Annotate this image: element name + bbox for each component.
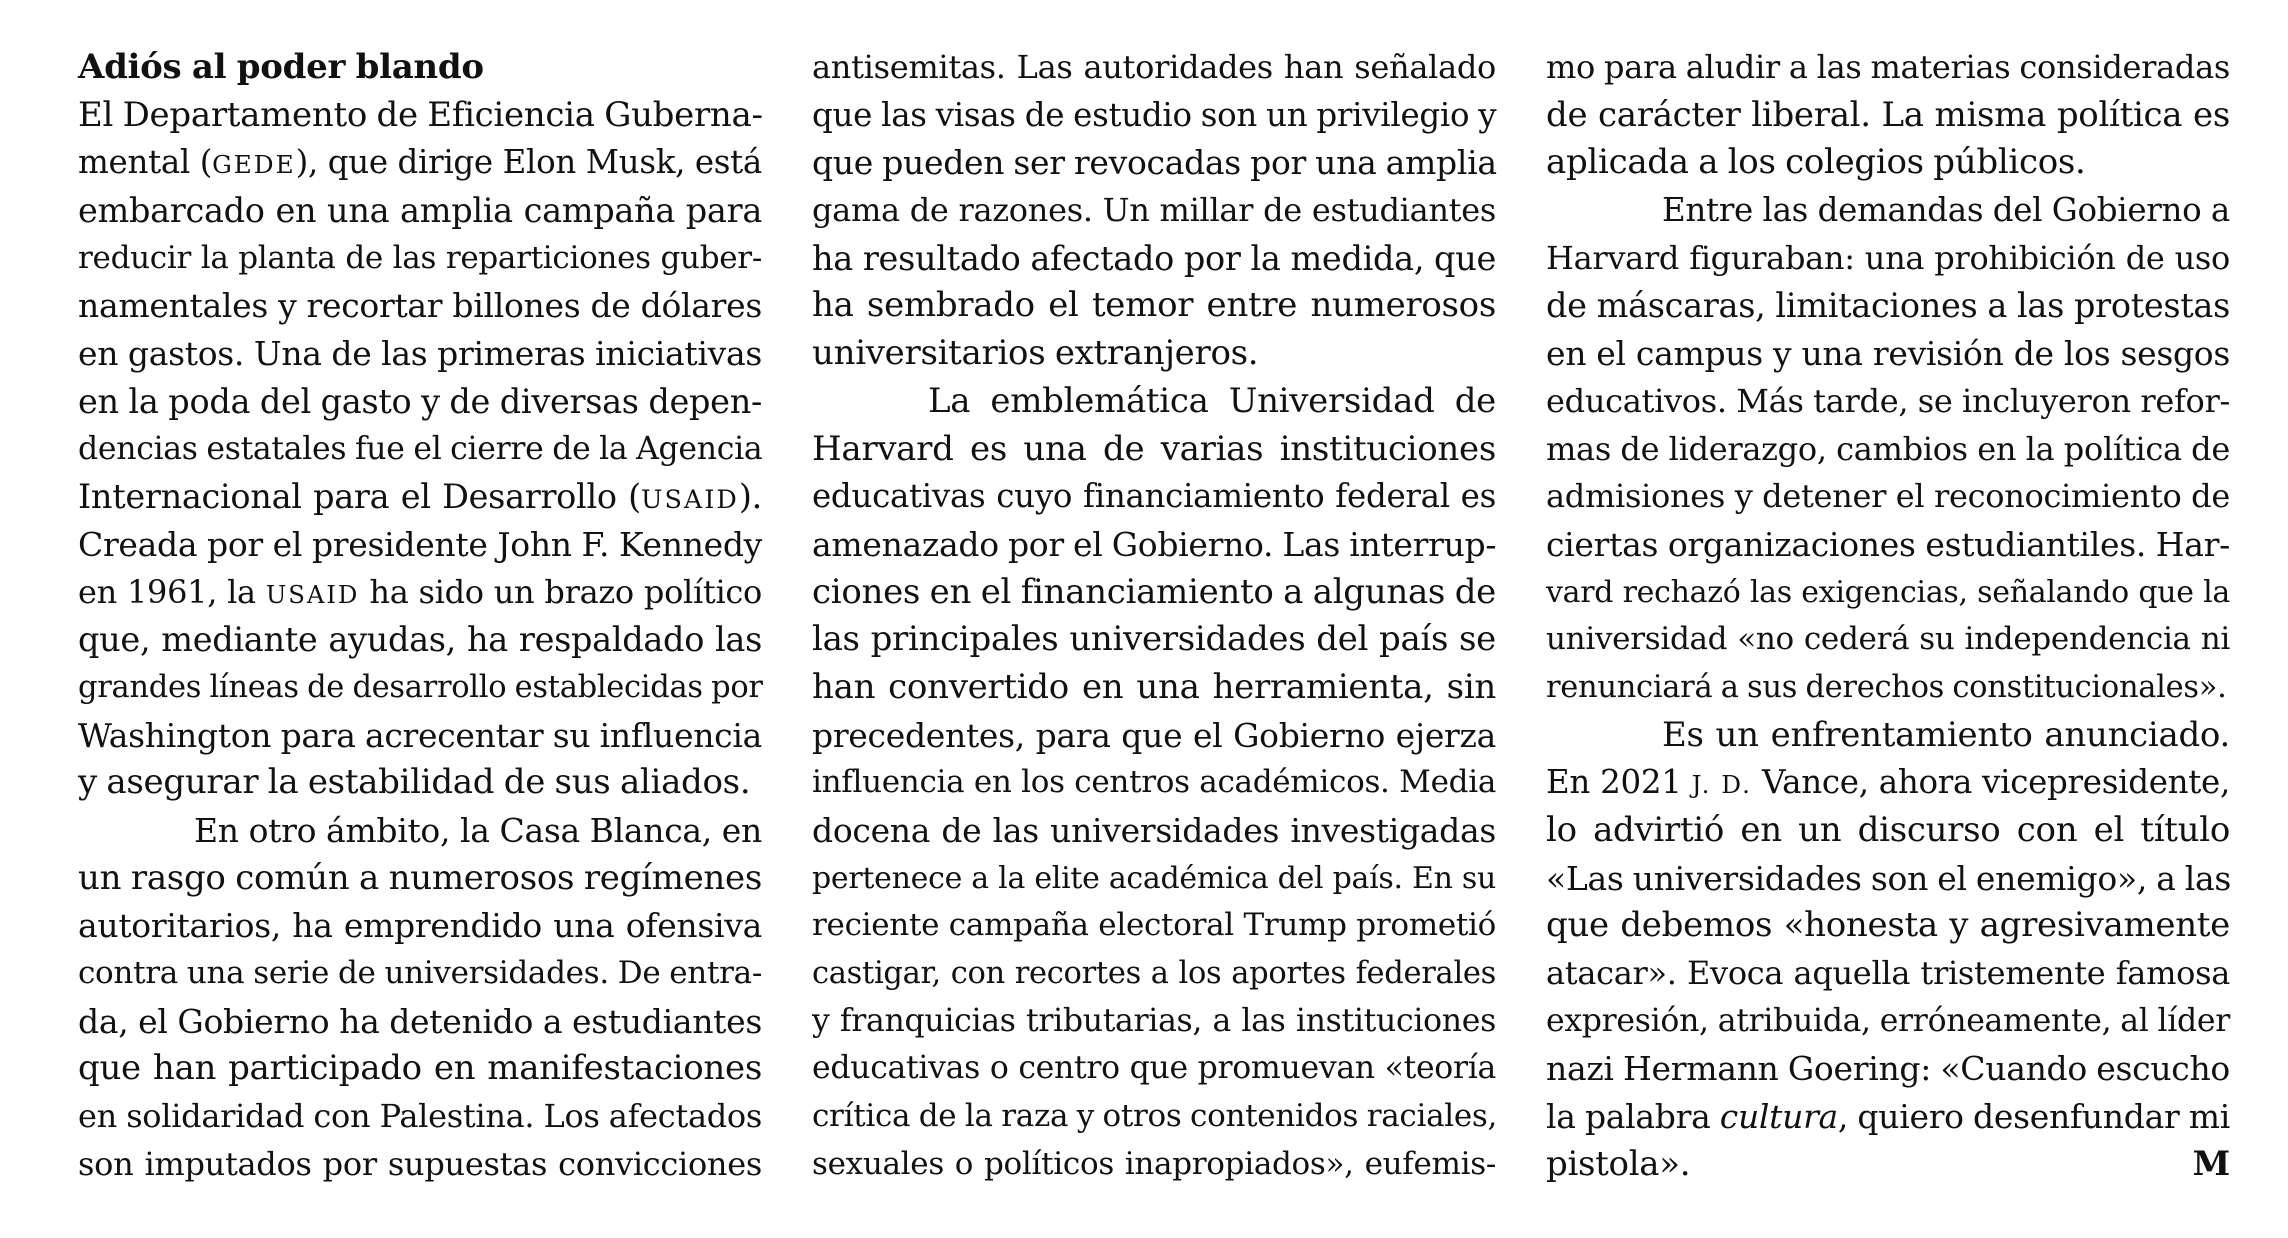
text-fragment: contra una serie de universidades. De entra-: [78, 955, 762, 992]
text-fragment: reciente campaña electoral Trump prometió: [812, 907, 1496, 944]
text-fragment: ciertas organizaciones estudiantiles. Har-: [1546, 524, 2230, 564]
text-line: [812, 92, 1496, 140]
text-fragment: Vance, ahora vicepresidente,: [1751, 763, 2230, 802]
text-fragment: mental (: [78, 143, 213, 182]
text-fragment: crítica de la raza y otros contenidos raciales,: [812, 1098, 1498, 1135]
text-fragment: antisemitas. Las autoridades han señalado: [812, 48, 1496, 86]
text-fragment: educativas o centro que promuevan «teoría: [812, 1050, 1496, 1087]
text-column-2: [812, 44, 1496, 1189]
text-line: [812, 950, 1496, 998]
text-line: [1546, 521, 2230, 569]
text-fragment: ), que dirige Elon Musk, está: [295, 143, 762, 182]
text-line: [1546, 1045, 2230, 1093]
text-fragment: La emblemática Universidad de: [928, 380, 1496, 421]
text-line: [812, 664, 1496, 712]
text-line: [812, 712, 1496, 760]
text-line: [812, 998, 1496, 1046]
text-line: [78, 378, 762, 426]
text-line: [78, 235, 762, 283]
text-line: [1546, 950, 2230, 998]
text-fragment: El Departamento de Eficiencia Guberna-: [78, 94, 763, 135]
text-line: [78, 855, 762, 903]
text-line: [78, 426, 762, 474]
text-fragment: gama de razones. Un millar de estudiantes: [812, 191, 1496, 230]
text-fragment: Harvard es una de varias instituciones: [812, 428, 1496, 469]
text-fragment: mo para aludir a las materias consideradas: [1546, 48, 2230, 86]
text-line: [78, 616, 762, 664]
text-line: [1546, 330, 2230, 378]
text-line: [812, 807, 1496, 855]
text-fragment: mas de liderazgo, cambios en la política de: [1546, 429, 2230, 468]
text-line: [812, 282, 1496, 330]
text-line: [1546, 378, 2230, 426]
text-fragment: universidad «no cederá su independencia ni: [1546, 621, 2230, 658]
text-fragment: nazi Hermann Goering: «Cuando escucho: [1546, 1049, 2230, 1089]
text-fragment: universitarios extranjeros.: [812, 333, 1259, 374]
text-fragment: admisiones y detener el reconocimiento de: [1546, 477, 2230, 516]
text-line: [78, 664, 762, 712]
text-column-3: [1546, 44, 2230, 1189]
text-fragment: Internacional para el Desarrollo (: [78, 477, 641, 517]
text-fragment: precedentes, para que el Gobierno ejerza: [812, 715, 1496, 755]
text-fragment: las principales universidades del país se: [812, 619, 1496, 660]
text-line: [1546, 616, 2230, 664]
text-fragment: educativas cuyo financiamiento federal es: [812, 477, 1496, 516]
text-fragment: que, mediante ayudas, ha respaldado las: [78, 620, 762, 660]
text-fragment: En otro ámbito, la Casa Blanca, en: [194, 811, 762, 850]
text-fragment: pistola».: [1546, 1143, 1691, 1184]
text-line: [1546, 187, 2230, 235]
text-line: [1546, 855, 2230, 903]
text-fragment: en el campus y una revisión de los sesgos: [1546, 334, 2230, 374]
text-fragment: En 2021: [1546, 763, 1692, 802]
text-fragment: da, el Gobierno ha detenido a estudiantes: [78, 1001, 762, 1041]
text-line: [1546, 282, 2230, 330]
text-column-1: [78, 44, 762, 1189]
text-line: [812, 187, 1496, 235]
text-fragment: renunciará a sus derechos constitucionales».: [1546, 669, 2227, 705]
text-line: [1546, 44, 2230, 92]
text-line: [78, 521, 762, 569]
text-line: [78, 569, 762, 617]
text-fragment: pertenece a la elite académica del país. En su: [812, 860, 1496, 896]
text-line: [78, 712, 762, 760]
text-line: [812, 1093, 1496, 1141]
text-fragment: namentales y recortar billones de dólares: [78, 286, 762, 326]
text-fragment: y asegurar la estabilidad de sus aliados.: [78, 762, 751, 803]
text-fragment: autoritarios, ha emprendido una ofensiva: [78, 906, 762, 946]
text-fragment: atacar». Evoca aquella tristemente famosa: [1546, 954, 2230, 993]
text-line: [812, 473, 1496, 521]
text-line: [812, 330, 1496, 378]
text-fragment: han convertido en una herramienta, sin: [812, 666, 1496, 707]
text-fragment: dencias estatales fue el cierre de la Agencia: [78, 430, 763, 467]
text-line: [812, 855, 1496, 903]
text-line: [78, 473, 762, 521]
text-line: [812, 616, 1496, 664]
text-fragment: Creada por el presidente John F. Kennedy: [78, 524, 762, 564]
text-line: [78, 1045, 762, 1093]
text-fragment: ).: [738, 477, 762, 517]
text-line: [1546, 998, 2230, 1046]
end-of-article-mark: M: [2192, 1143, 2230, 1184]
text-line: [78, 902, 762, 950]
text-fragment: Entre las demandas del Gobierno a: [1662, 191, 2230, 230]
text-line: [1546, 759, 2230, 807]
text-fragment: castigar, con recortes a los aportes federales: [812, 956, 1496, 992]
text-line: [78, 92, 762, 140]
text-line: [1546, 902, 2230, 950]
text-fragment: en 1961, la: [78, 572, 266, 611]
text-line: [812, 235, 1496, 283]
text-line: [812, 569, 1496, 617]
text-fragment: reducir la planta de las reparticiones guber-: [78, 239, 762, 276]
text-line: [1546, 807, 2230, 855]
text-fragment: vard rechazó las exigencias, señalando que la: [1546, 574, 2230, 610]
text-fragment: docena de las universidades investigadas: [812, 811, 1496, 850]
text-fragment: Es un enfrentamiento anunciado.: [1662, 714, 2230, 755]
text-fragment: J. D.: [1691, 770, 1752, 800]
text-line: [78, 807, 762, 855]
text-line: [812, 1045, 1496, 1093]
text-fragment: lo advirtió en un discurso con el título: [1546, 810, 2230, 850]
text-fragment: ha sembrado el temor entre numerosos: [812, 285, 1496, 326]
text-line: [78, 282, 762, 330]
text-fragment: educativos. Más tarde, se incluyeron refor-: [1546, 381, 2230, 420]
text-line: [78, 950, 762, 998]
text-fragment: Washington para acrecentar su influencia: [78, 715, 762, 755]
text-line: [1546, 235, 2230, 283]
text-fragment: y franquicias tributarias, a las instituciones: [812, 1002, 1496, 1039]
text-fragment: Harvard figuraban: una prohibición de uso: [1546, 238, 2230, 277]
text-fragment: «Las universidades son el enemigo», a las: [1546, 858, 2232, 898]
text-fragment: que las visas de estudio son un privilegio y: [812, 95, 1497, 134]
text-line: [1546, 473, 2230, 521]
text-fragment: cultura: [1719, 1097, 1838, 1137]
text-line: [812, 378, 1496, 426]
text-fragment: en gastos. Una de las primeras iniciativas: [78, 334, 762, 374]
text-fragment: expresión, atribuida, erróneamente, al líder: [1546, 1002, 2230, 1039]
text-line: [812, 139, 1496, 187]
text-fragment: USAID: [640, 485, 739, 516]
text-fragment: influencia en los centros académicos. Media: [812, 764, 1496, 801]
text-fragment: son imputados por supuestas convicciones: [78, 1144, 762, 1183]
text-line: [78, 759, 762, 807]
text-fragment: GEDE: [212, 150, 296, 180]
text-line: [1546, 92, 2230, 140]
text-fragment: ciones en el financiamiento a algunas de: [812, 571, 1496, 612]
text-line: [78, 330, 762, 378]
text-fragment: amenazado por el Gobierno. Las interrup-: [812, 524, 1497, 564]
text-fragment: la palabra: [1546, 1097, 1720, 1137]
text-fragment: de carácter liberal. La misma política es: [1546, 94, 2230, 135]
text-line: [1546, 664, 2230, 712]
text-line: [78, 1093, 762, 1141]
text-line: [1546, 1093, 2230, 1141]
text-fragment: un rasgo común a numerosos regímenes: [78, 857, 762, 898]
text-fragment: en solidaridad con Palestina. Los afectados: [78, 1097, 762, 1136]
text-fragment: en la poda del gasto y de diversas depen-: [78, 381, 762, 421]
text-fragment: ha sido un brazo político: [359, 572, 762, 611]
text-fragment: grandes líneas de desarrollo establecidas por: [78, 669, 763, 705]
text-line: [1546, 1141, 2230, 1189]
text-line: [78, 998, 762, 1046]
text-line: [78, 187, 762, 235]
text-line: [812, 759, 1496, 807]
text-fragment: , quiero desenfundar mi: [1837, 1097, 2230, 1137]
text-line: [1546, 139, 2230, 187]
text-fragment: aplicada a los colegios públicos.: [1546, 142, 2086, 183]
text-line: [812, 426, 1496, 474]
text-fragment: de máscaras, limitaciones a las protestas: [1546, 286, 2230, 326]
text-fragment: ha resultado afectado por la medida, que: [812, 238, 1496, 278]
text-line: [812, 902, 1496, 950]
text-fragment: que han participado en manifestaciones: [78, 1048, 762, 1089]
text-line: [78, 1141, 762, 1189]
text-fragment: que debemos «honesta y agresivamente: [1546, 905, 2230, 946]
text-fragment: USAID: [265, 579, 360, 609]
text-fragment: embarcado en una amplia campaña para: [78, 191, 762, 231]
text-line: [812, 1141, 1496, 1189]
text-fragment: que pueden ser revocadas por una amplia: [812, 143, 1497, 183]
text-line: [812, 521, 1496, 569]
text-line: [812, 44, 1496, 92]
text-fragment: sexuales o políticos inapropiados», eufemis-: [812, 1145, 1496, 1182]
article-heading: Adiós al poder blando: [78, 47, 484, 87]
text-line: [1546, 712, 2230, 760]
text-line: [1546, 426, 2230, 474]
text-line: [1546, 569, 2230, 617]
text-line: [78, 139, 762, 187]
